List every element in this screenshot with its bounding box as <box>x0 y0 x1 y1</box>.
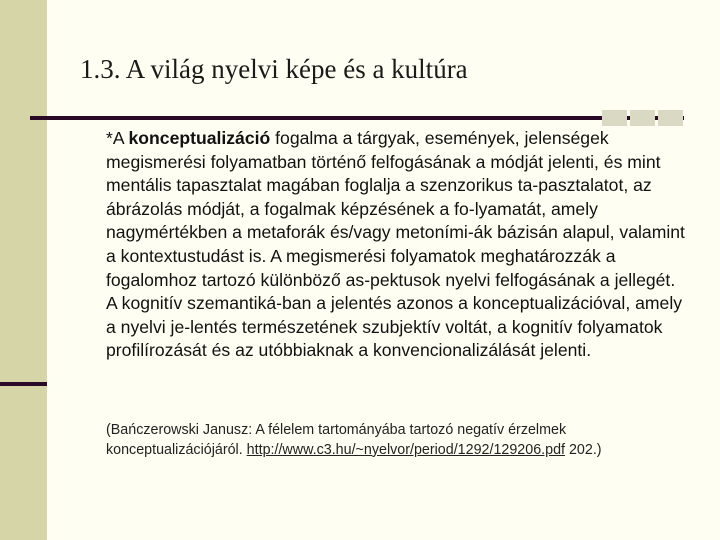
body-prefix: *A <box>106 128 129 148</box>
body-paragraph <box>106 127 688 363</box>
left-decorative-strip <box>0 0 47 540</box>
left-strip-accent-bar <box>0 382 47 386</box>
rule-decoration-block-2 <box>630 110 655 126</box>
reference-link[interactable]: http://www.c3.hu/~nyelvor/period/1292/129206.pdf <box>246 441 565 458</box>
reference-citation <box>106 421 696 460</box>
rule-decoration-block-1 <box>602 110 627 126</box>
slide-title: 1.3. A világ nyelvi képe és a kultúra <box>80 54 468 84</box>
body-text: fogalma a tárgyak, események, jelenségek megismerési folyamatban történő felfogásának a módját jelenti, és mint mentális tapasztalat magában foglalja a szenzorikus ta-pasztalatot, az ábrázolás módját, a fogalmak képzésének a fo-lyamatát, amely nagymértékben a metaforák és/vagy metoními-ák bázisán alapul, valamint a kontextustudást is. A megismerési folyamatok meghatározzák a fogalomhoz tartozó különböző as-pektusok nyelvi felfogásának a jellegét. A kognitív szemantiká-ban a jelentés azonos a konceptualizációval, amely a nyelvi je-lentés természetének szubjektív voltát, a kognitív folyamatok profilírozását és az utóbbiaknak a konvencionalizálását jelenti. <box>106 128 685 361</box>
body-key-term: konceptualizáció <box>128 128 271 148</box>
reference-text: (Bańczerowski Janusz: A félelem tartományába tartozó negatív érzelmek konceptualizációjáról. <box>106 422 567 458</box>
title-rule-decoration <box>602 110 684 126</box>
rule-decoration-block-3 <box>658 110 683 126</box>
title-underline-rule <box>30 116 684 120</box>
reference-page: 202.) <box>565 441 602 458</box>
